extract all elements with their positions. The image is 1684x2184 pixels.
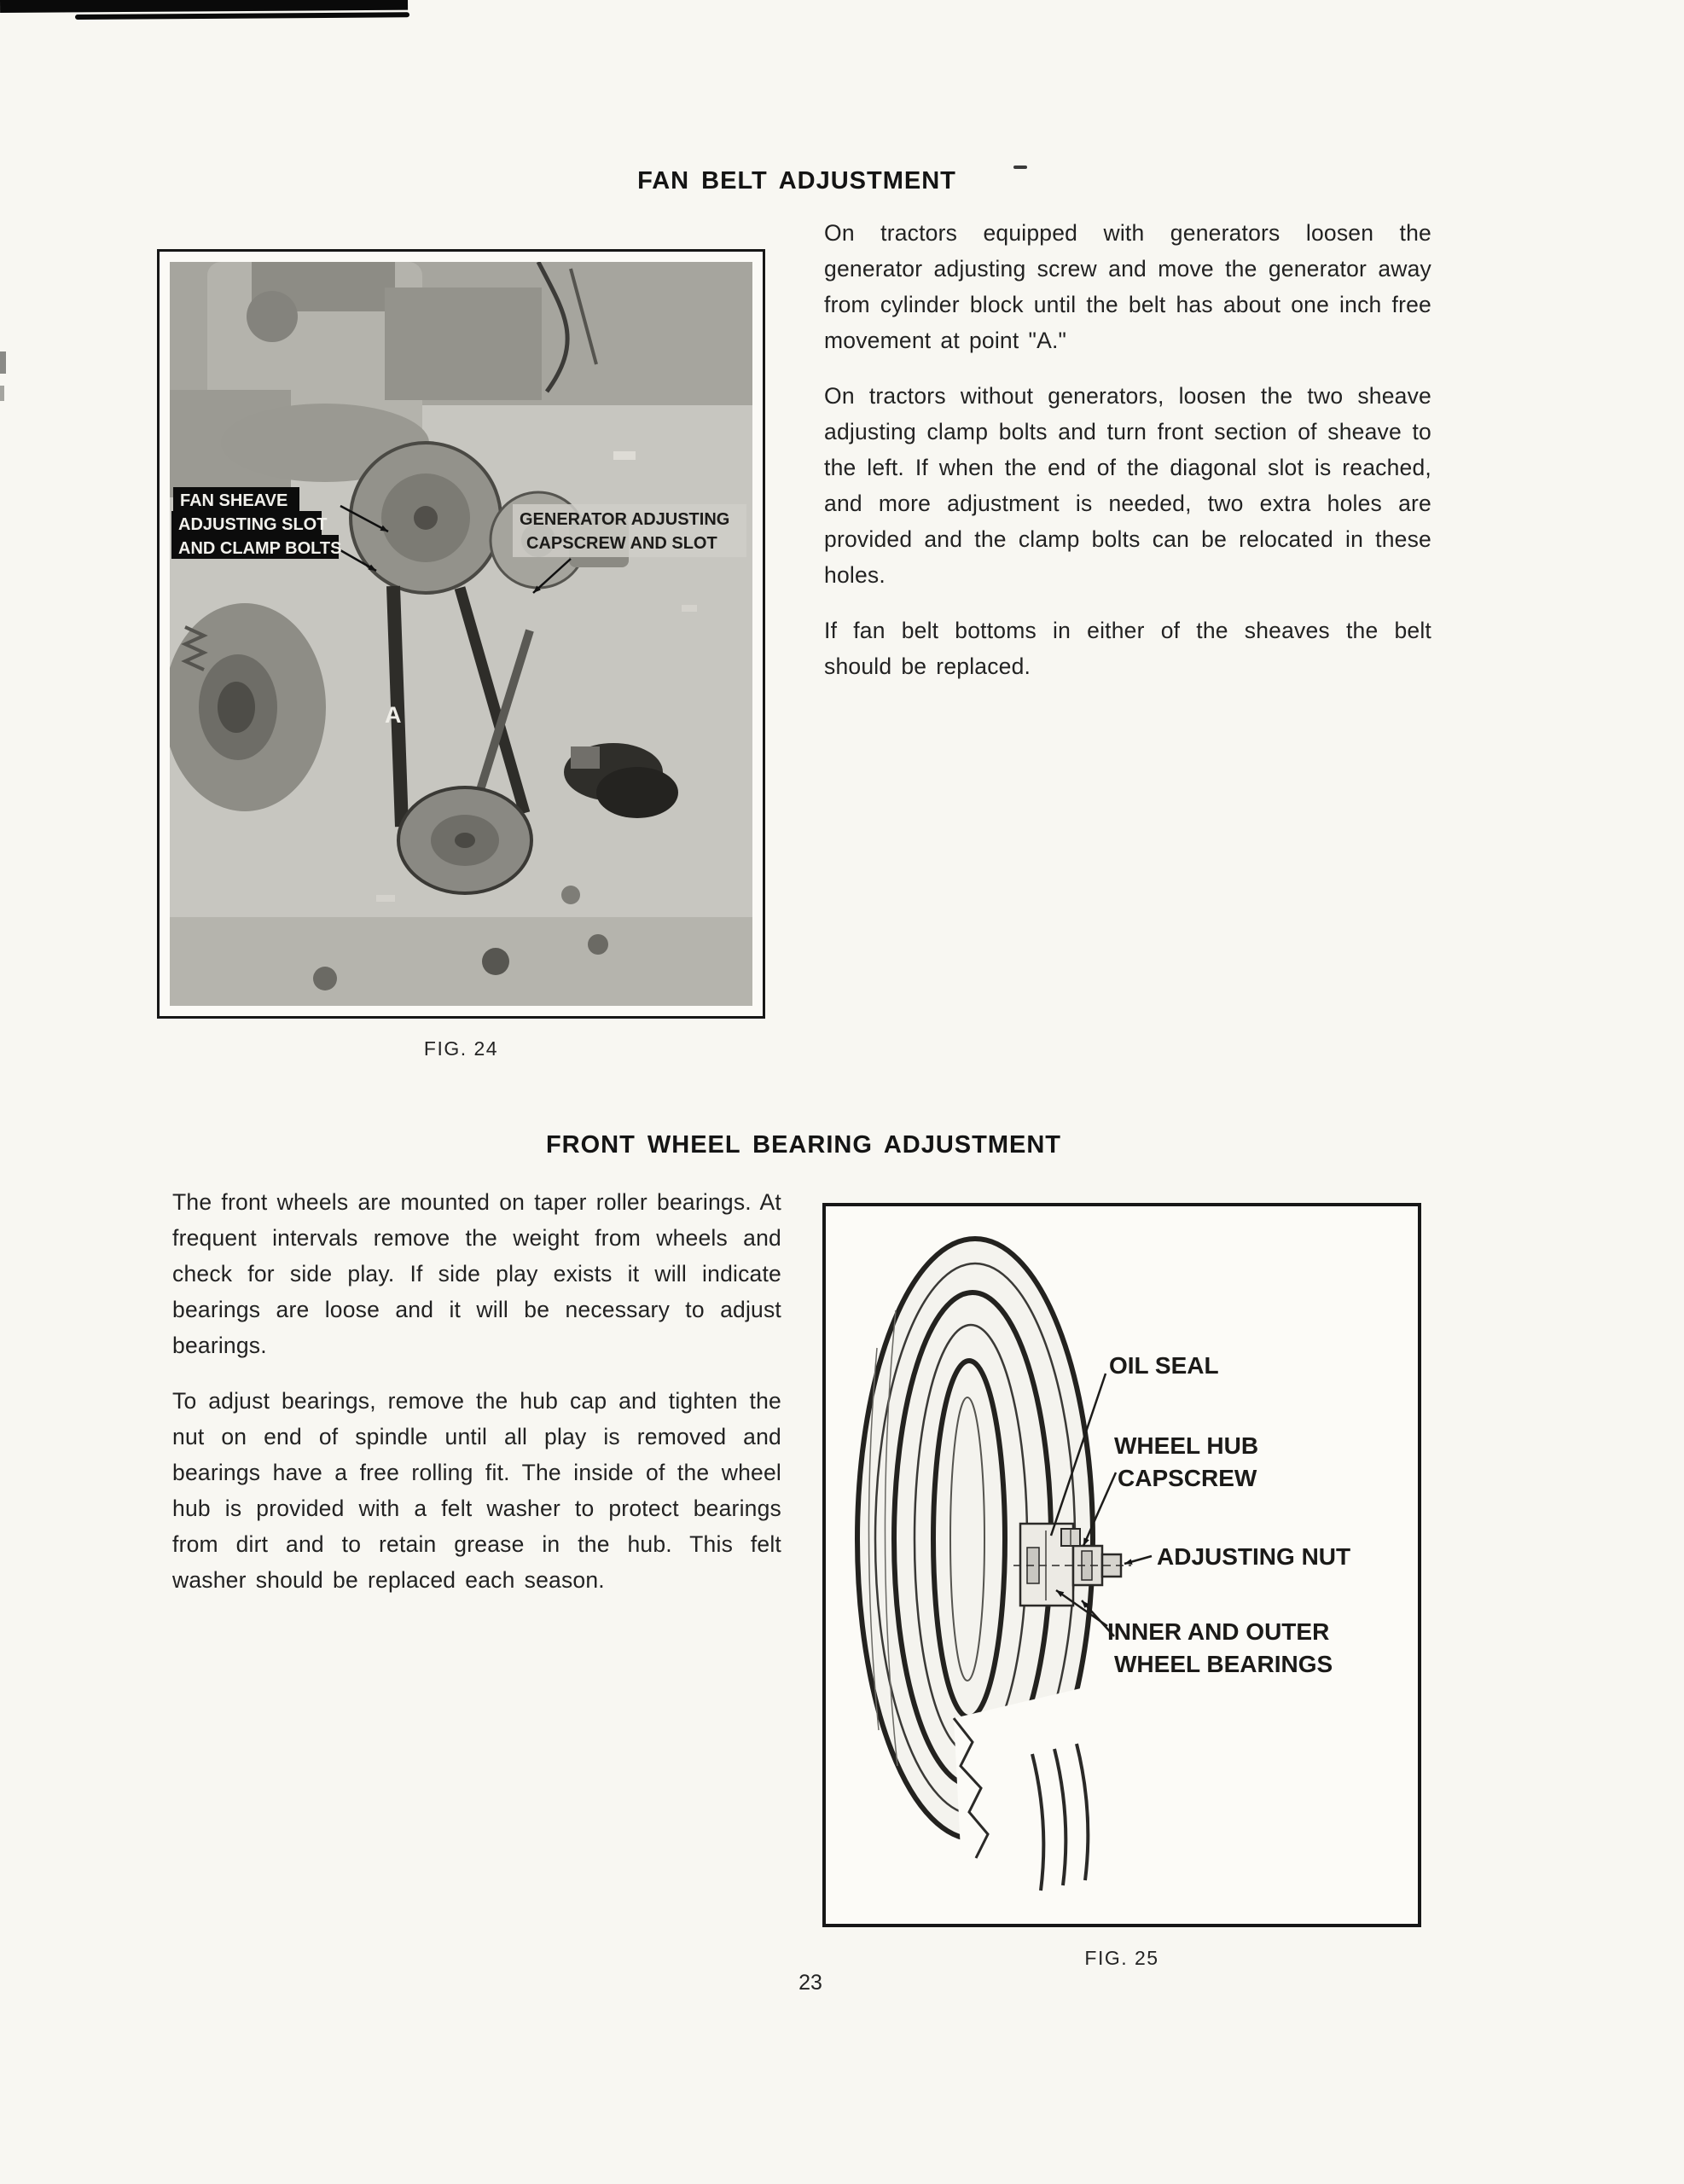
scan-artifact-top-line — [75, 12, 409, 20]
generator-label — [513, 504, 746, 557]
scan-artifact-top-bar — [0, 0, 408, 13]
scan-artifact-edge-mark — [0, 351, 6, 374]
adjusting-nut-label: ADJUSTING NUT — [1157, 1543, 1351, 1570]
fan-sheave-label-line1: FAN SHEAVE — [180, 491, 288, 510]
paragraph: On tractors equipped with generators loosen the generator adjusting screw and move the generator away from cylinder block until the belt has about one inch free movement at point "A." — [824, 220, 1431, 353]
paragraph: To adjust bearings, remove the hub cap and tighten the nut on end of spindle until all play is removed and bearings have a free rolling fit. The inside of the wheel hub is provided with a felt washer to protect bearings from dirt and to retain grease in the hub. This felt washer should be replaced each season. — [172, 1388, 781, 1593]
section-title-front-wheel-bearing: FRONT WHEEL BEARING ADJUSTMENT — [545, 1131, 1062, 1159]
point-a-label: A — [385, 702, 402, 728]
page-number: 23 — [798, 1971, 822, 1995]
section-title-fan-belt: FAN BELT ADJUSTMENT — [637, 167, 956, 195]
wheel-bearing-text-column — [172, 1184, 781, 1598]
figure-24-caption: FIG. 24 — [423, 1037, 499, 1060]
figure-25-caption: FIG. 25 — [1084, 1947, 1159, 1969]
figure-25 — [822, 1203, 1421, 1927]
fan-sheave-label-line3: AND CLAMP BOLTS — [178, 539, 342, 558]
paragraph: The front wheels are mounted on taper roller bearings. At frequent intervals remove the weight from wheels and check for side play. If side play exists it will indicate bearings are loose and it will be necessary to adjust bearings. — [172, 1189, 781, 1358]
wheel-hub-capscrew-label-line1: WHEEL HUB — [1114, 1432, 1259, 1459]
fan-sheave-label-line2: ADJUSTING SLOT — [178, 515, 328, 534]
figure-25-drawing-svg — [826, 1206, 1418, 1924]
figure-24 — [157, 249, 765, 1019]
wheel-hub-capscrew-label-line2: CAPSCREW — [1118, 1465, 1257, 1491]
generator-label-line1: GENERATOR ADJUSTING — [520, 510, 730, 529]
oil-seal-label: OIL SEAL — [1109, 1352, 1219, 1379]
bearings-label-line2: WHEEL BEARINGS — [1114, 1651, 1333, 1677]
paragraph: On tractors without generators, loosen the two sheave adjusting clamp bolts and turn front section of sheave to the left. If when the end of the diagonal slot is reached, and more adjustment is needed, two extra holes are provided and the clamp bolts can be relocated in these holes. — [824, 383, 1431, 588]
figure-24-photo-svg — [170, 262, 752, 1006]
fan-belt-text-column — [824, 215, 1431, 684]
paragraph: If fan belt bottoms in either of the sheaves the belt should be replaced. — [824, 618, 1431, 679]
engine-photo-art — [170, 262, 752, 1006]
generator-label-line2: CAPSCREW AND SLOT — [526, 534, 717, 553]
bearings-label-line1: INNER AND OUTER — [1107, 1618, 1330, 1645]
scan-artifact-edge-mark — [0, 386, 4, 401]
